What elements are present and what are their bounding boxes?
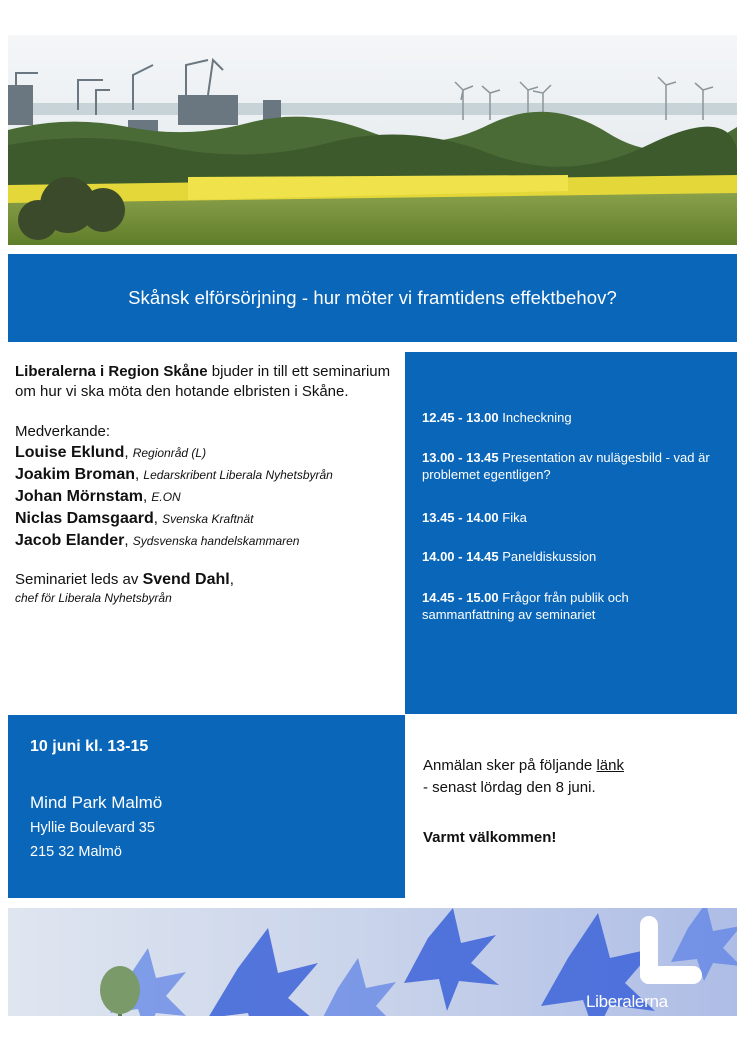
moderator-name: Svend Dahl	[142, 571, 230, 588]
schedule-item	[422, 589, 722, 623]
participant-name: Louise Eklund	[15, 444, 125, 461]
event-address-city: 215 32 Malmö	[30, 844, 122, 860]
logo-text: Liberalerna	[586, 992, 668, 1011]
page-title: Skånsk elförsörjning - hur möter vi framtidens effektbehov?	[128, 287, 617, 308]
intro-paragraph	[15, 362, 400, 402]
participant: Jacob Elander, Sydsvenska handelskammaren	[15, 532, 300, 549]
moderator-line: Seminariet leds av Svend Dahl,	[15, 571, 234, 588]
registration-text	[423, 755, 733, 799]
event-venue: Mind Park Malmö	[30, 793, 163, 812]
schedule-time: 12.45 - 13.00	[422, 410, 499, 425]
schedule-time: 14.45 - 15.00	[422, 590, 499, 605]
participant: Louise Eklund, Regionråd (L)	[15, 444, 207, 461]
event-info-box	[8, 715, 405, 898]
event-address-street: Hyllie Boulevard 35	[30, 820, 155, 836]
schedule-desc: Incheckning	[502, 410, 572, 425]
schedule-time: 13.45 - 14.00	[422, 510, 499, 525]
landscape-illustration	[8, 35, 737, 245]
schedule-desc: Paneldiskussion	[502, 549, 597, 564]
schedule-desc: Presentation av nulägesbild - vad är problemet egentligen?	[422, 450, 710, 482]
moderator-prefix: Seminariet leds av	[15, 571, 143, 588]
intro-text: bjuder in till ett seminarium om hur vi ska möta den hotande elbristen i Skåne.	[15, 363, 391, 400]
welcome-text: Varmt välkommen!	[423, 829, 557, 846]
registration-deadline: - senast lördag den 8 juni.	[423, 779, 596, 796]
schedule-time: 13.00 - 13.45	[422, 450, 499, 465]
participant-name: Joakim Broman	[15, 466, 136, 483]
participant-name: Jacob Elander	[15, 532, 125, 549]
schedule-item	[422, 449, 722, 483]
schedule-item	[422, 409, 722, 426]
participant-name: Johan Mörnstam	[15, 488, 144, 505]
schedule-desc: Frågor från publik och sammanfattning av seminariet	[422, 590, 629, 622]
participant-role: Sydsvenska handelskammaren	[132, 534, 300, 548]
participant-list	[15, 442, 400, 552]
registration-link[interactable]: länk	[596, 757, 624, 774]
participant-role: Regionråd (L)	[132, 446, 207, 460]
hero-landscape-image	[8, 35, 737, 245]
participant: Joakim Broman, Ledarskribent Liberala Nyhetsbyrån	[15, 466, 333, 483]
participant: Niclas Damsgaard, Svenska Kraftnät	[15, 510, 254, 527]
participant-role: E.ON	[151, 490, 181, 504]
event-date: 10 juni kl. 13-15	[30, 738, 149, 755]
schedule-desc: Fika	[502, 510, 527, 525]
participant-role: Svenska Kraftnät	[162, 512, 254, 526]
organizer-name: Liberalerna i Region Skåne	[15, 363, 208, 380]
schedule-box	[405, 352, 737, 714]
title-banner	[8, 254, 737, 342]
participant-role: Ledarskribent Liberala Nyhetsbyrån	[143, 468, 333, 482]
participant: Johan Mörnstam, E.ON	[15, 488, 181, 505]
moderator-role: chef för Liberala Nyhetsbyrån	[15, 591, 172, 605]
registration-line	[423, 755, 733, 777]
schedule-item	[422, 548, 722, 565]
schedule-time: 14.00 - 14.45	[422, 549, 499, 564]
footer-flower-image	[8, 908, 737, 1016]
participant-name: Niclas Damsgaard	[15, 510, 154, 527]
registration-prefix: Anmälan sker på följande	[423, 757, 597, 774]
intro-section	[15, 362, 400, 606]
participants-label: Medverkande:	[15, 423, 111, 440]
schedule-item	[422, 509, 722, 526]
